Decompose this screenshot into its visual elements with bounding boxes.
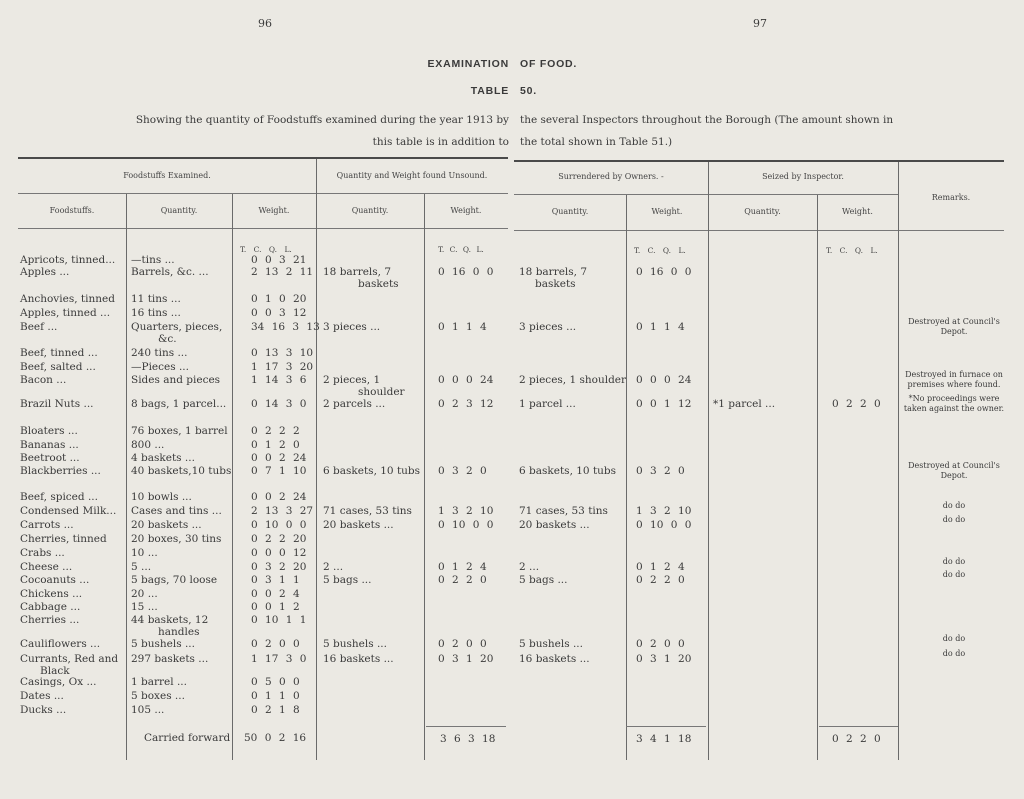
- row-unsound-quantity: 18 barrels, 7: [323, 266, 392, 278]
- intro-line2-left: this table is in addition to: [372, 136, 509, 148]
- row-weight: 0 0 0 12: [251, 547, 307, 559]
- row-unsound-quantity-cont: baskets: [358, 278, 399, 290]
- row-quantity: 40 baskets,10 tubs: [131, 465, 232, 477]
- row-foodstuff: Beef, tinned ...: [20, 347, 98, 359]
- units-examined: T. C. Q. L.: [240, 245, 292, 254]
- row-unsound-quantity: 16 baskets ...: [323, 653, 394, 665]
- row-remark: do do: [942, 501, 966, 510]
- row-surrendered-quantity: 5 bags ...: [519, 574, 568, 586]
- row-unsound-quantity: 2 parcels ...: [323, 398, 386, 410]
- row-foodstuff: Ducks ...: [20, 704, 67, 716]
- row-surrendered-quantity: 2 ...: [519, 561, 540, 573]
- heading-left: EXAMINATION: [427, 58, 509, 70]
- row-quantity: 20 boxes, 30 tins: [131, 533, 222, 545]
- group-header-surrendered: Surrendered by Owners. -: [558, 172, 664, 181]
- header-rule-left: [18, 228, 508, 229]
- col-header-surrendered-quantity: Quantity.: [551, 207, 589, 216]
- carried-forward-label: Carried forward: [144, 732, 231, 744]
- row-unsound-quantity: 3 pieces ...: [323, 321, 381, 333]
- row-weight: 0 7 1 10: [251, 465, 307, 477]
- row-quantity: 16 tins ...: [131, 307, 181, 319]
- row-weight: 0 0 3 12: [251, 307, 307, 319]
- row-quantity: —Pieces ...: [131, 361, 189, 373]
- row-unsound-weight: 0 3 2 0: [438, 465, 487, 477]
- row-quantity: 76 boxes, 1 barrel: [131, 425, 228, 437]
- row-quantity: Barrels, &c. ...: [131, 266, 209, 278]
- row-seized-quantity: *1 parcel ...: [713, 398, 776, 410]
- row-quantity: 1 barrel ...: [131, 676, 187, 688]
- row-weight: 0 2 2 20: [251, 533, 307, 545]
- row-quantity: 105 ...: [131, 704, 165, 716]
- row-surrendered-quantity: 5 bushels ...: [519, 638, 583, 650]
- top-rule-right: [514, 160, 1004, 162]
- row-quantity: —tins ...: [131, 254, 175, 266]
- seized-total: 0 2 2 0: [832, 733, 881, 745]
- row-foodstuff: Beef, spiced ...: [20, 491, 98, 503]
- row-quantity: 10 bowls ...: [131, 491, 192, 503]
- row-foodstuff: Apples, tinned ...: [20, 307, 111, 319]
- examined-total: 50 0 2 16: [244, 732, 307, 744]
- col-header-seized-quantity: Quantity.: [744, 207, 781, 216]
- row-unsound-weight: 0 1 1 4: [438, 321, 487, 333]
- row-foodstuff: Condensed Milk...: [20, 505, 117, 517]
- row-remark: do do: [942, 649, 966, 658]
- row-weight: 0 13 3 10: [251, 347, 314, 359]
- row-quantity-cont: handles: [158, 626, 200, 638]
- row-foodstuff: Beef ...: [20, 321, 58, 333]
- row-unsound-weight: 0 1 2 4: [438, 561, 487, 573]
- group-header-examined: Foodstuffs Examined.: [123, 171, 211, 180]
- heading-right: OF FOOD.: [520, 58, 578, 70]
- col-divider: [126, 194, 127, 760]
- row-unsound-weight: 1 3 2 10: [438, 505, 494, 517]
- row-foodstuff: Cherries ...: [20, 614, 80, 626]
- col-divider: [626, 195, 627, 760]
- row-unsound-quantity: 6 baskets, 10 tubs: [323, 465, 421, 477]
- row-quantity: 800 ...: [131, 439, 165, 451]
- row-weight: 1 17 3 0: [251, 653, 307, 665]
- header-rule-right: [514, 230, 1004, 231]
- row-unsound-quantity-cont: shoulder: [358, 386, 405, 398]
- row-quantity: 297 baskets ...: [131, 653, 209, 665]
- row-quantity: Sides and pieces: [131, 374, 221, 386]
- row-quantity: 5 bags, 70 loose: [131, 574, 218, 586]
- row-weight: 0 10 0 0: [251, 519, 307, 531]
- row-weight: 1 17 3 20: [251, 361, 314, 373]
- row-unsound-weight: 0 2 0 0: [438, 638, 487, 650]
- row-remark: Destroyed at Council's Depot.: [908, 461, 1000, 480]
- group-header-remarks: Remarks.: [931, 193, 971, 202]
- row-weight: 1 14 3 6: [251, 374, 307, 386]
- row-quantity: Cases and tins ...: [131, 505, 222, 517]
- row-foodstuff: Currants, Red and: [20, 653, 119, 665]
- col-divider: [232, 194, 233, 760]
- col-divider: [708, 162, 709, 760]
- row-foodstuff-cont: Black: [40, 665, 70, 677]
- row-surrendered-weight: 0 3 2 0: [636, 465, 685, 477]
- row-quantity: 240 tins ...: [131, 347, 188, 359]
- row-quantity: Quarters, pieces,: [131, 321, 223, 333]
- row-foodstuff: Beef, salted ...: [20, 361, 96, 373]
- row-quantity-cont: &c.: [158, 333, 177, 345]
- intro-line1-left: Showing the quantity of Foodstuffs examined during the year 1913 by: [135, 114, 509, 126]
- row-foodstuff: Cabbage ...: [20, 601, 81, 613]
- row-weight: 2 13 3 27: [251, 505, 314, 517]
- page-number-left: 96: [258, 17, 272, 30]
- row-unsound-weight: 0 2 3 12: [438, 398, 494, 410]
- row-surrendered-quantity: 2 pieces, 1 shoulder: [519, 374, 627, 386]
- col-header-foodstuffs: Foodstuffs.: [49, 206, 95, 215]
- row-weight: 0 0 1 2: [251, 601, 300, 613]
- units-seized: T. C. Q. L.: [826, 246, 878, 255]
- row-remark: do do: [942, 634, 966, 643]
- row-weight: 0 0 2 24: [251, 491, 307, 503]
- page-number-right: 97: [753, 17, 767, 30]
- row-surrendered-weight: 0 2 2 0: [636, 574, 685, 586]
- row-foodstuff: Cauliflowers ...: [20, 638, 101, 650]
- row-foodstuff: Beetroot ...: [20, 452, 80, 464]
- row-quantity: 5 boxes ...: [131, 690, 185, 702]
- row-unsound-weight: 0 16 0 0: [438, 266, 494, 278]
- table-label-right: 50.: [520, 85, 537, 97]
- units-unsound: T. C. Q. L.: [438, 245, 484, 254]
- row-quantity: 20 ...: [131, 588, 158, 600]
- row-surrendered-quantity: 71 cases, 53 tins: [519, 505, 608, 517]
- group-rule-left: [18, 193, 508, 194]
- row-weight: 2 13 2 11: [251, 266, 314, 278]
- row-surrendered-quantity: 1 parcel ...: [519, 398, 576, 410]
- row-surrendered-quantity-cont: baskets: [535, 278, 576, 290]
- col-header-quantity: Quantity.: [160, 206, 198, 215]
- row-unsound-weight: 0 10 0 0: [438, 519, 494, 531]
- row-weight: 34 16 3 13: [251, 321, 320, 333]
- col-divider: [817, 195, 818, 760]
- row-foodstuff: Brazil Nuts ...: [20, 398, 94, 410]
- row-surrendered-weight: 0 0 1 12: [636, 398, 692, 410]
- row-foodstuff: Blackberries ...: [20, 465, 101, 477]
- row-foodstuff: Crabs ...: [20, 547, 65, 559]
- row-foodstuff: Apples ...: [20, 266, 70, 278]
- row-foodstuff: Cocoanuts ...: [20, 574, 90, 586]
- row-remark: Destroyed in furnace on premises where found.: [905, 370, 1003, 389]
- row-surrendered-quantity: 3 pieces ...: [519, 321, 577, 333]
- row-quantity: 10 ...: [131, 547, 158, 559]
- col-header-seized-weight: Weight.: [842, 207, 873, 216]
- total-rule-unsound: [426, 726, 506, 727]
- row-weight: 0 10 1 1: [251, 614, 307, 626]
- row-foodstuff: Casings, Ox ...: [20, 676, 97, 688]
- row-weight: 0 5 0 0: [251, 676, 300, 688]
- row-weight: 0 3 2 20: [251, 561, 307, 573]
- row-remark: do do: [942, 557, 966, 566]
- row-unsound-quantity: 20 baskets ...: [323, 519, 394, 531]
- row-surrendered-weight: 0 10 0 0: [636, 519, 692, 531]
- row-quantity: 4 baskets ...: [131, 452, 195, 464]
- top-rule-left: [18, 157, 508, 159]
- row-foodstuff: Cheese ...: [20, 561, 73, 573]
- row-unsound-weight: 0 0 0 24: [438, 374, 494, 386]
- row-weight: 0 2 2 2: [251, 425, 300, 437]
- row-unsound-quantity: 2 pieces, 1: [323, 374, 381, 386]
- row-foodstuff: Bananas ...: [20, 439, 79, 451]
- row-remark: do do: [942, 515, 966, 524]
- row-weight: 0 1 0 20: [251, 293, 307, 305]
- row-surrendered-weight: 0 1 1 4: [636, 321, 685, 333]
- row-remark: *No proceedings were taken against the owner.: [903, 394, 1005, 413]
- unsound-total: 3 6 3 18: [440, 733, 496, 745]
- col-divider: [424, 194, 425, 760]
- row-foodstuff: Bacon ...: [20, 374, 67, 386]
- row-quantity: 5 bushels ...: [131, 638, 195, 650]
- row-unsound-quantity: 71 cases, 53 tins: [323, 505, 412, 517]
- row-surrendered-quantity: 18 barrels, 7: [519, 266, 588, 278]
- row-remark: Destroyed at Council's Depot.: [908, 317, 1000, 336]
- row-unsound-weight: 0 3 1 20: [438, 653, 494, 665]
- row-quantity: 44 baskets, 12: [131, 614, 209, 626]
- row-foodstuff: Cherries, tinned: [20, 533, 107, 545]
- row-foodstuff: Bloaters ...: [20, 425, 78, 437]
- row-weight: 0 2 1 8: [251, 704, 300, 716]
- row-surrendered-quantity: 6 baskets, 10 tubs: [519, 465, 617, 477]
- row-weight: 0 3 1 1: [251, 574, 300, 586]
- row-seized-weight: 0 2 2 0: [832, 398, 881, 410]
- row-unsound-quantity: 5 bags ...: [323, 574, 372, 586]
- row-surrendered-weight: 0 3 1 20: [636, 653, 692, 665]
- row-quantity: 11 tins ...: [131, 293, 181, 305]
- row-weight: 0 0 2 4: [251, 588, 300, 600]
- group-rule-right: [514, 194, 898, 195]
- col-header-unsound-weight: Weight.: [450, 206, 482, 215]
- row-weight: 0 0 2 24: [251, 452, 307, 464]
- row-surrendered-quantity: 20 baskets ...: [519, 519, 590, 531]
- row-foodstuff: Chickens ...: [20, 588, 83, 600]
- row-foodstuff: Apricots, tinned...: [20, 254, 116, 266]
- row-remark: do do: [942, 570, 966, 579]
- col-header-unsound-quantity: Quantity.: [351, 206, 389, 215]
- group-header-seized: Seized by Inspector.: [762, 172, 844, 181]
- row-weight: 0 1 2 0: [251, 439, 300, 451]
- total-rule-surrendered: [626, 726, 706, 727]
- row-weight: 0 14 3 0: [251, 398, 307, 410]
- row-quantity: 8 bags, 1 parcel...: [131, 398, 227, 410]
- intro-line1-right: the several Inspectors throughout the Borough (The amount shown in: [520, 114, 894, 126]
- row-quantity: 5 ...: [131, 561, 152, 573]
- table-label-left: TABLE: [470, 85, 509, 97]
- row-foodstuff: Dates ...: [20, 690, 64, 702]
- row-surrendered-weight: 0 16 0 0: [636, 266, 692, 278]
- row-surrendered-weight: 0 2 0 0: [636, 638, 685, 650]
- row-foodstuff: Carrots ...: [20, 519, 74, 531]
- surrendered-total: 3 4 1 18: [636, 733, 692, 745]
- units-surrendered: T. C. Q. L.: [634, 246, 686, 255]
- row-quantity: 15 ...: [131, 601, 158, 613]
- group-header-unsound: Quantity and Weight found Unsound.: [336, 171, 488, 180]
- row-foodstuff: Anchovies, tinned: [20, 293, 115, 305]
- col-divider: [316, 159, 317, 760]
- row-unsound-weight: 0 2 2 0: [438, 574, 487, 586]
- row-weight: 0 0 3 21: [251, 254, 307, 266]
- total-rule-seized: [819, 726, 898, 727]
- row-unsound-quantity: 2 ...: [323, 561, 344, 573]
- row-weight: 0 2 0 0: [251, 638, 300, 650]
- row-surrendered-quantity: 16 baskets ...: [519, 653, 590, 665]
- col-header-weight: Weight.: [258, 206, 290, 215]
- col-header-surrendered-weight: Weight.: [651, 207, 683, 216]
- row-surrendered-weight: 0 0 0 24: [636, 374, 692, 386]
- row-quantity: 20 baskets ...: [131, 519, 202, 531]
- row-weight: 0 1 1 0: [251, 690, 300, 702]
- row-surrendered-weight: 0 1 2 4: [636, 561, 685, 573]
- row-unsound-quantity: 5 bushels ...: [323, 638, 387, 650]
- row-surrendered-weight: 1 3 2 10: [636, 505, 692, 517]
- intro-line2-right: the total shown in Table 51.): [520, 136, 673, 148]
